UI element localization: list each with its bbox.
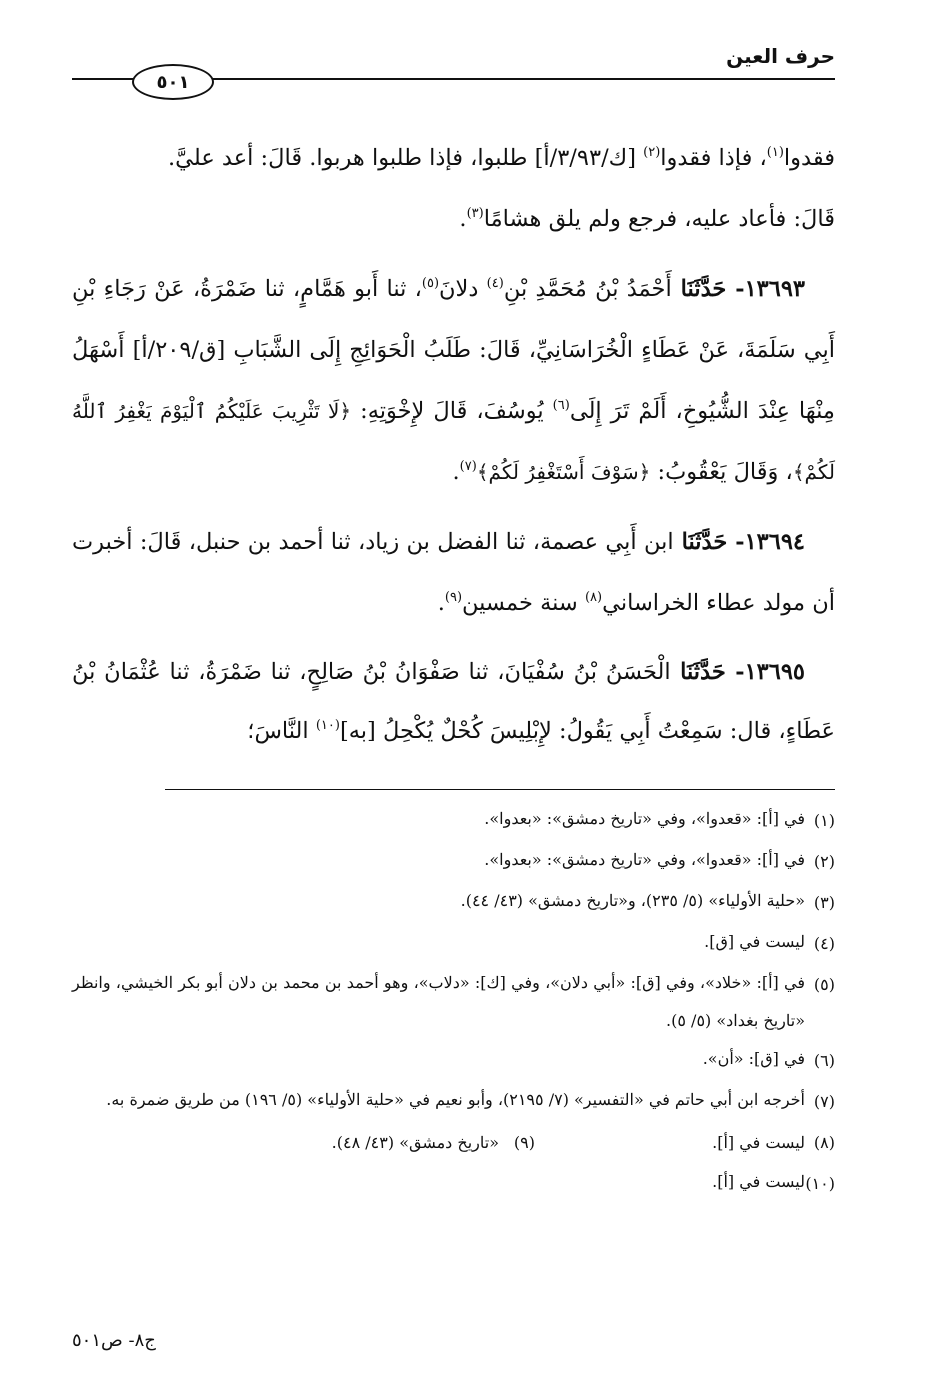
footnote-ref[interactable]: (٤)	[486, 276, 504, 291]
footnotes	[72, 800, 835, 1204]
footnote-item: (٦) في [ق]: «أن».	[702, 1049, 835, 1070]
footnote-item: (٥) في [أ]: «خلاد»، وفي [ق]: «أبي دلان»، وفي [ك]: «دلاب»، وهو أحمد بن محمد بن دلان أبو بكر الخيشي، وانظر «تاريخ بغداد» (٥/ ٥).	[72, 973, 835, 1030]
footnote-item: (٨) ليست في [أ].	[712, 1133, 835, 1152]
footnote-ref[interactable]: (١٠)	[315, 718, 340, 733]
footnote-separator	[165, 789, 835, 790]
footnote-ref[interactable]: (١)	[766, 145, 784, 160]
footnote-item: (٩) «تاريخ دمشق» (٤٣/ ٤٨).	[331, 1133, 535, 1152]
footnote-ref[interactable]: (٨)	[584, 590, 603, 605]
page-number: ٥٠١	[156, 71, 190, 93]
footnote-item: (١٠) ليست في [أ].	[712, 1172, 835, 1193]
footnote-ref[interactable]: (٥)	[421, 276, 440, 291]
hadith-entry-13694: ١٣٦٩٤- حَدَّثَنَا ابن أَبِي عصمة، ثنا الفضل بن زياد، ثنا أحمد بن حنبل، قَالَ: أخبرت أن مولد عطاء الخراساني$^{(٨)}$ سنة خمسين$^{(٩)}$.	[72, 529, 835, 616]
footnote-ref[interactable]: (٧)	[459, 459, 477, 474]
hadith-entry-13693: ١٣٦٩٣- حَدَّثَنَا أَحْمَدُ بْنُ مُحَمَّدِ بْنِ$^{(٤)}$ دلانَ$^{(٥)}$، ثنا أَبو هَمَّامٍ، ثنا ضَمْرَةُ، عَنْ رَجَاءِ بْنِ أَبِي سَلَمَةَ، عَنْ عَطَاءٍ الْخُرَاسَانِيِّ، قَالَ: طَلَبُ الْحَوَائِجِ إِلَى الشَّبَابِ [ق/٢٠٩/أ] أَسْهَلُ مِنْهَا عِنْدَ الشُّيُوخِ، أَلَمْ تَرَ إِلَى$^{(٦)}$ يُوسُفَ، قَالَ لإِخْوَتِهِ: ﴿لَا تَثْرِيبَ عَلَيْكُمُ ٱلْيَوْمَ يَغْفِرُ ٱللَّهُ لَكُمْ﴾، وَقَالَ يَعْقُوبُ: ﴿سَوْفَ أَسْتَغْفِرُ لَكُمْ﴾$^{(٧)}$.	[72, 276, 835, 485]
entry-number: ١٣٦٩٥-	[735, 659, 805, 685]
quran-quote: ﴿لَا تَثْرِيبَ عَلَيْكُمُ ٱلْيَوْمَ يَغْفِرُ ٱللَّهُ لَكُمْ﴾	[72, 399, 835, 484]
entry-number: ١٣٦٩٣-	[735, 276, 806, 302]
footnote-pair	[72, 1122, 835, 1163]
footnote-item: (١) في [أ]: «قعدوا»، وفي «تاريخ دمشق»: «بعدوا».	[484, 809, 835, 830]
footnote-item: (٤) ليست في [ق].	[704, 932, 835, 953]
footnote-item: (٣) «حلية الأولياء» (٥/ ٢٣٥)، و«تاريخ دمشق» (٤٣/ ٤٤).	[460, 891, 835, 912]
volume-page-reference: ج٨- ص٥٠١	[72, 1330, 156, 1351]
entry-keyword: حَدَّثَنَا	[673, 529, 736, 555]
footnote-ref[interactable]: (٢)	[643, 145, 661, 160]
footnote-item: (٧) أخرجه ابن أبي حاتم في «التفسير» (٧/ ٢١٩٥)، وأبو نعيم في «حلية الأولياء» (٥/ ١٩٦) من طريق ضمرة به.	[106, 1090, 835, 1111]
quran-quote: ﴿سَوْفَ أَسْتَغْفِرُ لَكُمْ﴾	[476, 460, 651, 484]
page-number-badge	[132, 64, 214, 100]
hadith-entry-13695: ١٣٦٩٥- حَدَّثَنَا الْحَسَنُ بْنُ سُفْيَانَ، ثنا صَفْوَانُ بْنُ صَالِحٍ، ثنا ضَمْرَةُ، ثنا عُثْمَانُ بْنُ عَطَاءٍ، قال: سَمِعْتُ أَبِي يَقُولُ: لإِبْلِيسَ كُحْلٌ يُكْحِلُ [به]$^{(١٠)}$ النَّاسَ؛	[72, 659, 835, 744]
entry-keyword: حَدَّثَنَا	[671, 276, 736, 302]
footnote-ref[interactable]: (٦)	[552, 398, 570, 413]
footnote-ref[interactable]: (٣)	[466, 206, 484, 221]
entry-number: ١٣٦٩٤-	[735, 529, 805, 555]
main-text	[72, 128, 835, 761]
footnote-item: (٢) في [أ]: «قعدوا»، وفي «تاريخ دمشق»: «بعدوا».	[484, 850, 835, 871]
footnote-ref[interactable]: (٩)	[444, 590, 463, 605]
paragraph-continuation: فقدوا$^{(١)}$، فإذا فقدوا$^{(٢)}$ [ك/٣/٩٣/أ] طلبوا، فإذا طلبوا هربوا. قَالَ: أعد عليَّ. قَالَ: فأعاد عليه، فرجع ولم يلق هشامًا$^{(٣)}$.	[167, 145, 835, 232]
entry-keyword: حَدَّثَنَا	[670, 659, 736, 685]
running-head: حرف العين	[726, 44, 835, 68]
